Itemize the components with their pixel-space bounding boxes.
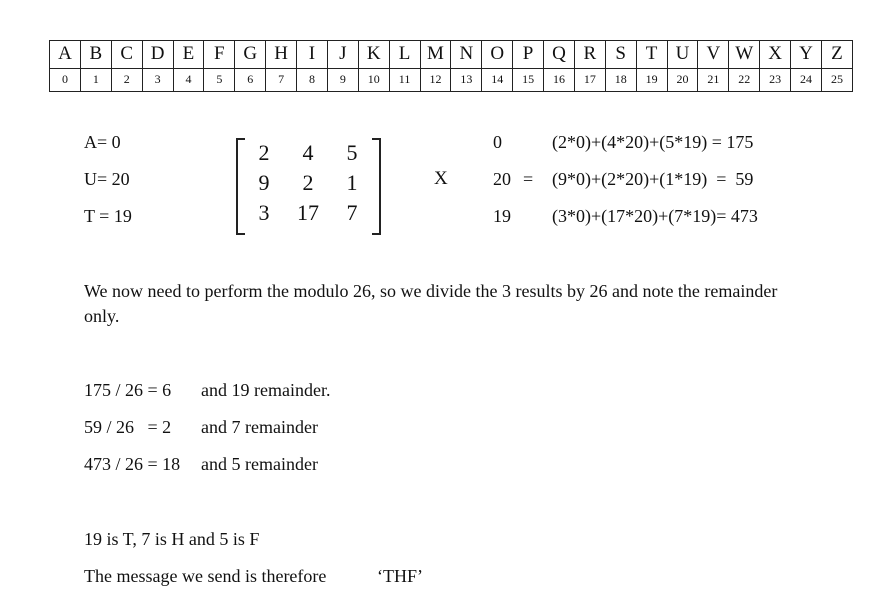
- key-matrix: [236, 138, 381, 231]
- alphabet-letter-cell: H: [266, 41, 297, 69]
- alphabet-number-cell: 23: [760, 68, 791, 91]
- alphabet-letter-cell: B: [80, 41, 111, 69]
- alphabet-letter-cell: I: [297, 41, 328, 69]
- alphabet-number-cell: 9: [327, 68, 358, 91]
- vector-value: 20: [493, 169, 511, 189]
- alphabet-letter-cell: D: [142, 41, 173, 69]
- alphabet-letters-row: [50, 41, 853, 69]
- alphabet-number-cell: 8: [297, 68, 328, 91]
- alphabet-letter-cell: F: [204, 41, 235, 69]
- mapping-text: 19 is T, 7 is H and 5 is F: [84, 529, 260, 549]
- alphabet-letter-cell: Q: [544, 41, 575, 69]
- alphabet-letter-cell: T: [636, 41, 667, 69]
- alphabet-table: [49, 40, 853, 92]
- matrix-cell: 5: [346, 140, 358, 165]
- matrix-right-bracket: [372, 138, 381, 235]
- alphabet-letter-cell: U: [667, 41, 698, 69]
- alphabet-number-cell: 4: [173, 68, 204, 91]
- alphabet-letter-cell: Y: [791, 41, 822, 69]
- message-text: The message we send is therefore: [84, 566, 327, 586]
- matrix-cell: 4: [302, 140, 314, 165]
- alphabet-letter-cell: P: [513, 41, 544, 69]
- message-value: ‘THF’: [377, 566, 423, 586]
- alphabet-letter-cell: Z: [821, 41, 852, 69]
- alphabet-letter-cell: N: [451, 41, 482, 69]
- alphabet-letter-cell: W: [729, 41, 760, 69]
- alphabet-number-cell: 14: [482, 68, 513, 91]
- alphabet-number-cell: 19: [636, 68, 667, 91]
- alphabet-letter-cell: G: [235, 41, 266, 69]
- alphabet-number-cell: 17: [574, 68, 605, 91]
- alphabet-number-cell: 5: [204, 68, 235, 91]
- assignment-u: U= 20: [84, 169, 130, 189]
- alphabet-letter-cell: V: [698, 41, 729, 69]
- alphabet-letter-cell: A: [50, 41, 81, 69]
- alphabet-letter-cell: E: [173, 41, 204, 69]
- alphabet-letter-cell: O: [482, 41, 513, 69]
- equals-sign: =: [523, 169, 534, 189]
- alphabet-letter-cell: S: [605, 41, 636, 69]
- division-remainder: and 7 remainder: [201, 417, 318, 437]
- alphabet-number-cell: 6: [235, 68, 266, 91]
- alphabet-letter-cell: C: [111, 41, 142, 69]
- division-remainder: and 5 remainder: [201, 454, 318, 474]
- modulo-paragraph-cont: only.: [84, 306, 120, 326]
- matrix-cell: 2: [258, 140, 270, 165]
- alphabet-number-cell: 24: [791, 68, 822, 91]
- alphabet-letter-cell: M: [420, 41, 451, 69]
- alphabet-number-cell: 2: [111, 68, 142, 91]
- alphabet-number-cell: 16: [544, 68, 575, 91]
- product-line: (3*0)+(17*20)+(7*19)= 473: [552, 206, 758, 226]
- alphabet-numbers-row: [50, 68, 853, 91]
- alphabet-number-cell: 15: [513, 68, 544, 91]
- alphabet-number-cell: 21: [698, 68, 729, 91]
- alphabet-letter-cell: L: [389, 41, 420, 69]
- alphabet-letter-cell: X: [760, 41, 791, 69]
- product-line: (9*0)+(2*20)+(1*19) = 59: [552, 169, 754, 189]
- alphabet-letter-cell: K: [358, 41, 389, 69]
- alphabet-number-cell: 3: [142, 68, 173, 91]
- alphabet-number-cell: 0: [50, 68, 81, 91]
- alphabet-letter-cell: R: [574, 41, 605, 69]
- alphabet-number-cell: 7: [266, 68, 297, 91]
- vector-value: 19: [493, 206, 511, 226]
- product-line: (2*0)+(4*20)+(5*19) = 175: [552, 132, 754, 152]
- alphabet-number-cell: 22: [729, 68, 760, 91]
- matrix-cell: 17: [297, 200, 319, 225]
- alphabet-number-cell: 12: [420, 68, 451, 91]
- modulo-paragraph: We now need to perform the modulo 26, so we divide the 3 results by 26 and note the remainder: [84, 281, 778, 301]
- alphabet-number-cell: 10: [358, 68, 389, 91]
- alphabet-number-cell: 11: [389, 68, 420, 91]
- division-remainder: and 19 remainder.: [201, 380, 331, 400]
- alphabet-number-cell: 13: [451, 68, 482, 91]
- division-expr: 59 / 26 = 2: [84, 417, 172, 437]
- matrix-cell: 1: [346, 170, 358, 195]
- division-expr: 175 / 26 = 6: [84, 380, 172, 400]
- alphabet-number-cell: 1: [80, 68, 111, 91]
- matrix-cell: 9: [258, 170, 270, 195]
- multiply-sign: X: [434, 168, 448, 189]
- alphabet-number-cell: 18: [605, 68, 636, 91]
- alphabet-number-cell: 25: [821, 68, 852, 91]
- assignment-a: A= 0: [84, 132, 121, 152]
- assignment-t: T = 19: [84, 206, 132, 226]
- alphabet-number-cell: 20: [667, 68, 698, 91]
- vector-value: 0: [493, 132, 502, 152]
- matrix-cell: 3: [258, 200, 270, 225]
- division-expr: 473 / 26 = 18: [84, 454, 181, 474]
- matrix-cell: 7: [346, 200, 358, 225]
- matrix-cell: 2: [302, 170, 314, 195]
- alphabet-letter-cell: J: [327, 41, 358, 69]
